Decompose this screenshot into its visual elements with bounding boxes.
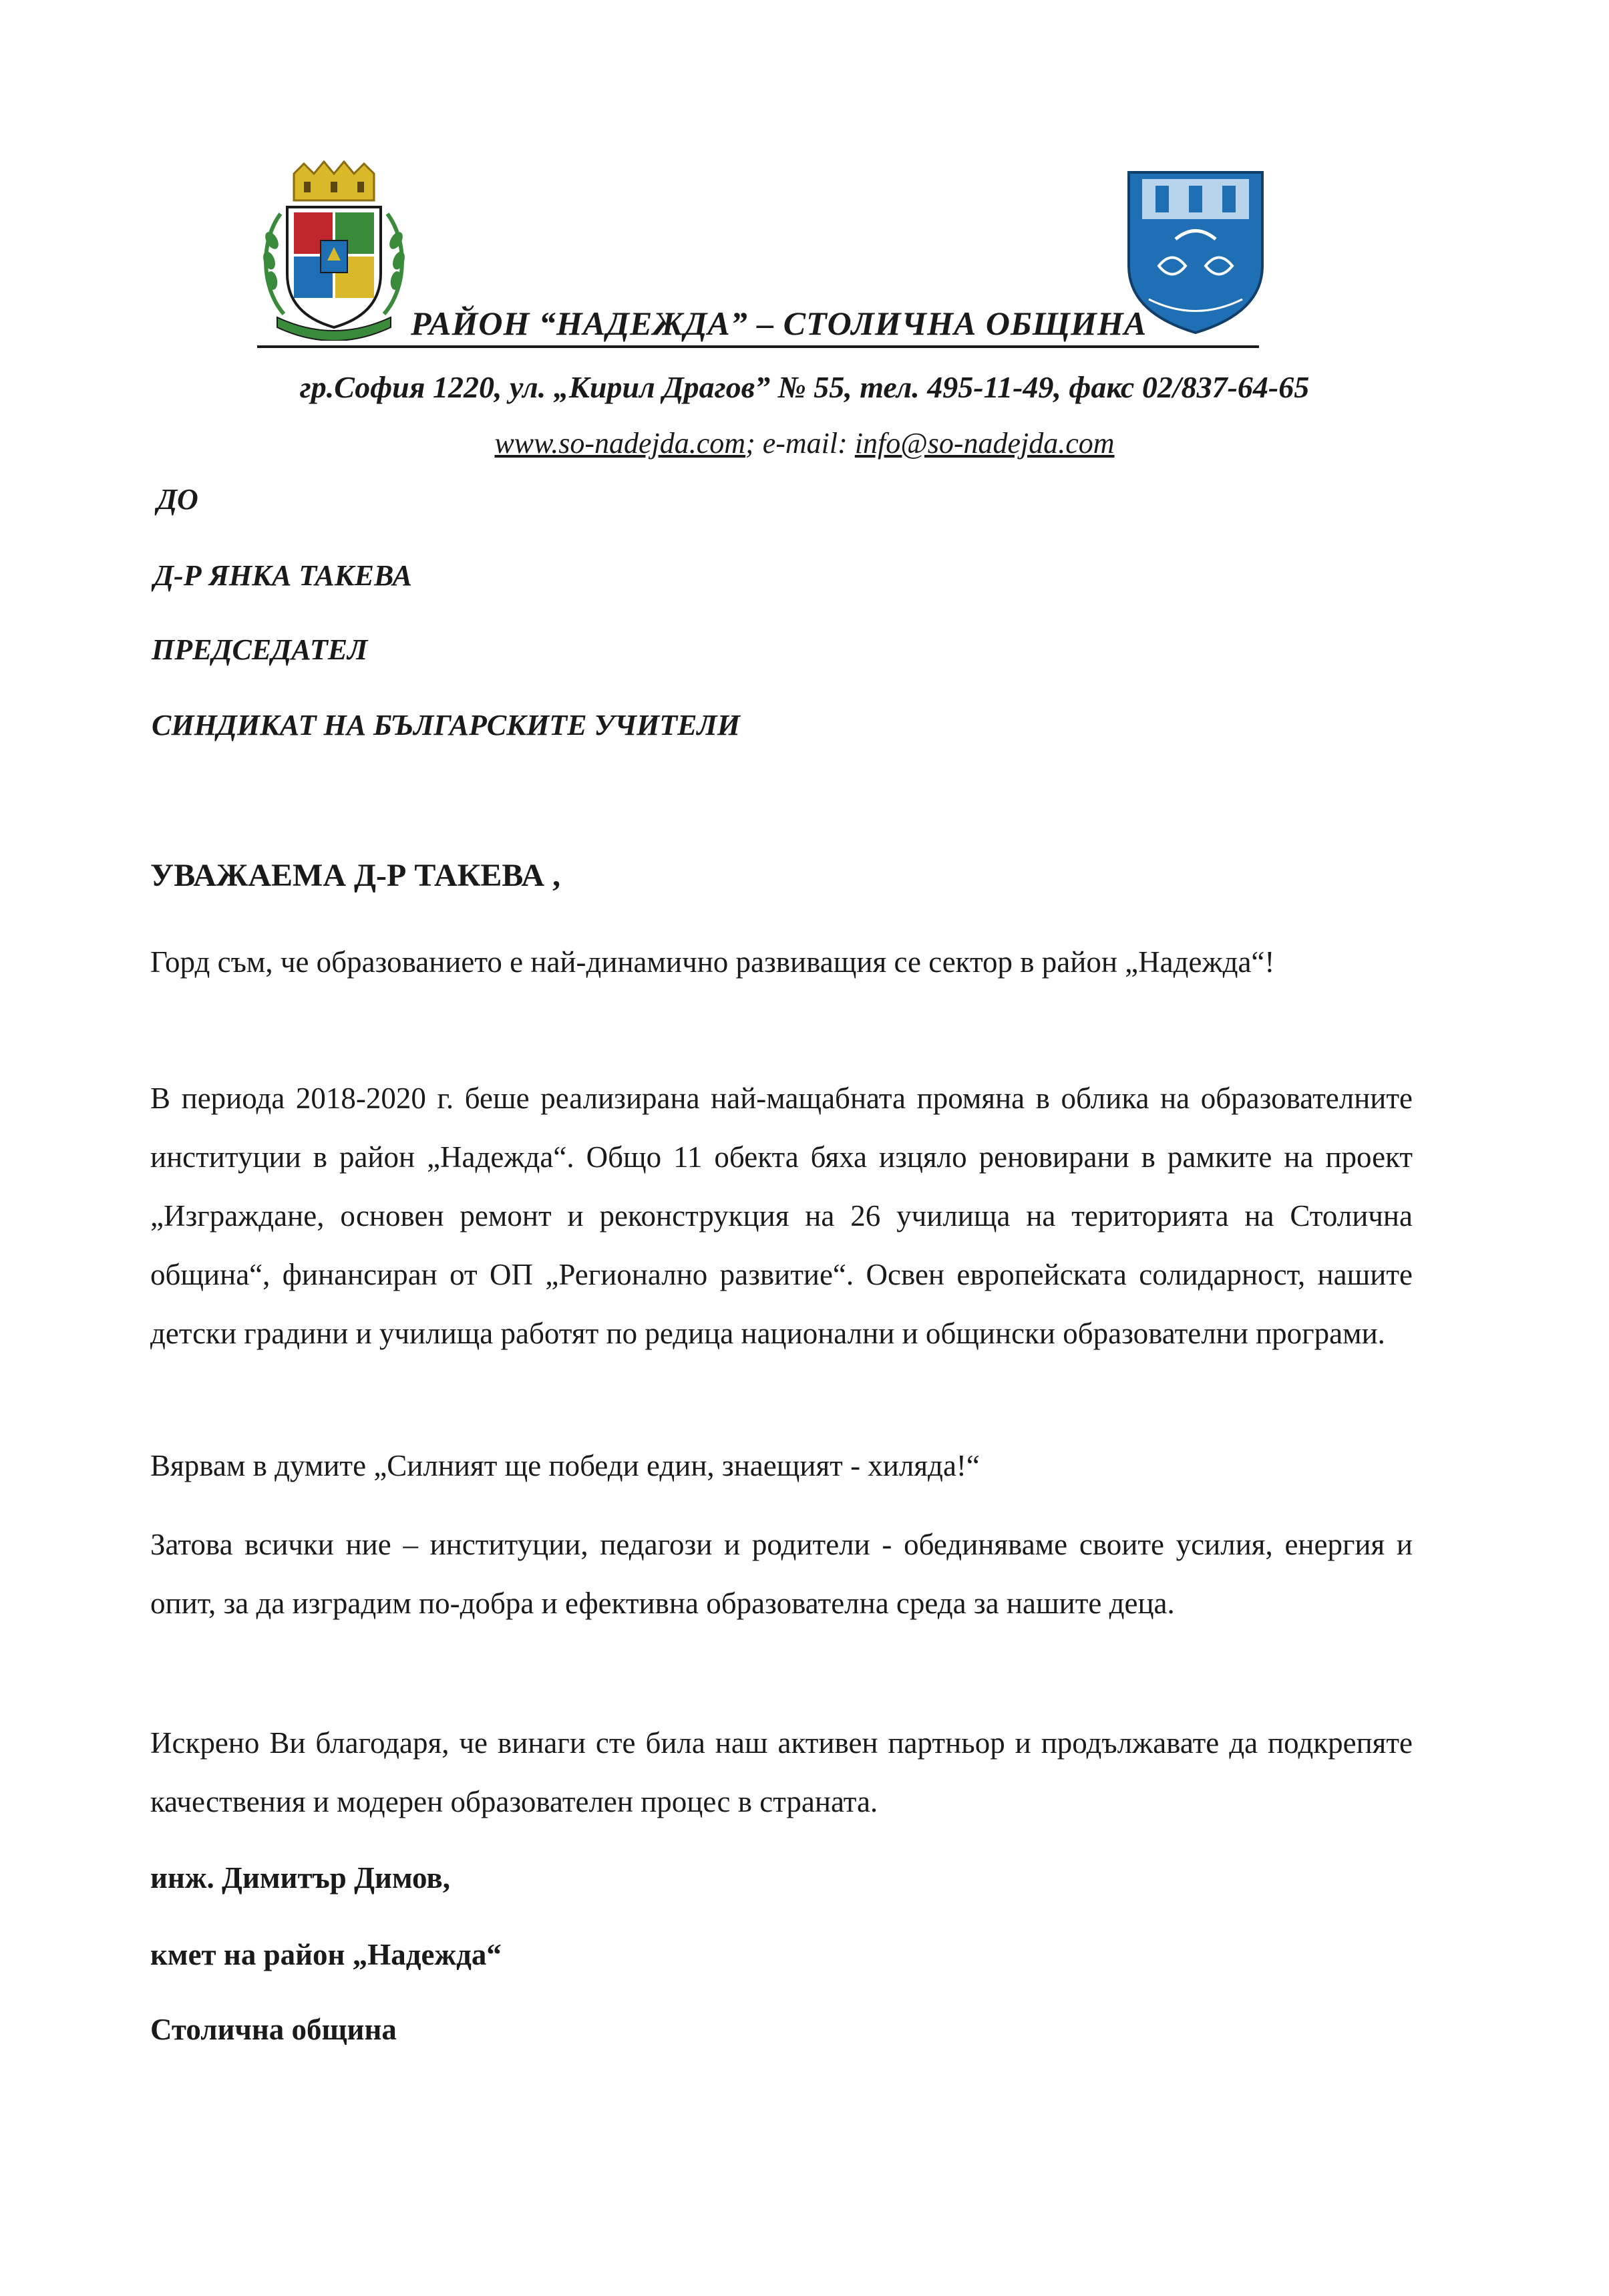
email-label: ; e-mail: xyxy=(745,427,855,460)
website-link[interactable]: www.so-nadejda.com xyxy=(494,427,746,460)
recipient-organization: СИНДИКАТ НА БЪЛГАРСКИТЕ УЧИТЕЛИ xyxy=(152,709,740,742)
body-paragraph-5: Искрено Ви благодаря, че винаги сте била наш активен партньор и продължавате да подкрепяте качествения и модерен образователен процес в страната. xyxy=(150,1726,1413,1818)
signature-name: инж. Димитър Димов, xyxy=(150,1861,450,1895)
body-paragraph-2: В периода 2018-2020 г. беше реализирана най-мащабната промяна в облика на образователните институции в район „Надежда“. Общо 11 обекта бяха изцяло реновирани в рамките на проект „Изграждане, основен ремонт и реконструкция на 26 училища на територията на Столична община“, финансиран от ОП „Регионално развитие“. Освен европейската солидарност, нашите детски градини и училища работят по редица национални и общински образователни програми. xyxy=(150,1082,1413,1350)
letterhead-address: гр.София 1220, ул. „Кирил Драгов” № 55, тел. 495-11-49, факс 02/837-64-65 xyxy=(299,370,1310,404)
signature-org: Столична община xyxy=(150,2013,397,2046)
signature-title: кмет на район „Надежда“ xyxy=(150,1938,502,1971)
recipient-to: ДО xyxy=(157,483,198,516)
body-paragraph-3: Вярвам в думите „Силният ще победи един, знаещият - хиляда!“ xyxy=(150,1449,980,1482)
sofia-coat-of-arms-icon xyxy=(257,160,411,341)
body-paragraph-1: Горд съм, че образованието е най-динамично развиващия се сектор в район „Надежда“! xyxy=(150,945,1275,979)
email-link[interactable]: info@so-nadejda.com xyxy=(854,427,1115,460)
recipient-position: ПРЕДСЕДАТЕЛ xyxy=(152,633,368,666)
letterhead-contacts xyxy=(0,426,1609,460)
letterhead-divider xyxy=(257,345,1259,348)
recipient-name: Д-Р ЯНКА ТАКЕВА xyxy=(154,559,412,592)
letterhead-title: РАЙОН “НАДЕЖДА” – СТОЛИЧНА ОБЩИНА xyxy=(411,305,1147,342)
body-paragraph-4: Затова всички ние – институции, педагози и родители - обединяваме своите усилия, енергия и опит, за да изградим по-добра и ефективна образователна среда за нашите деца. xyxy=(150,1528,1413,1620)
salutation: УВАЖАЕМА Д-Р ТАКЕВА , xyxy=(150,858,561,893)
